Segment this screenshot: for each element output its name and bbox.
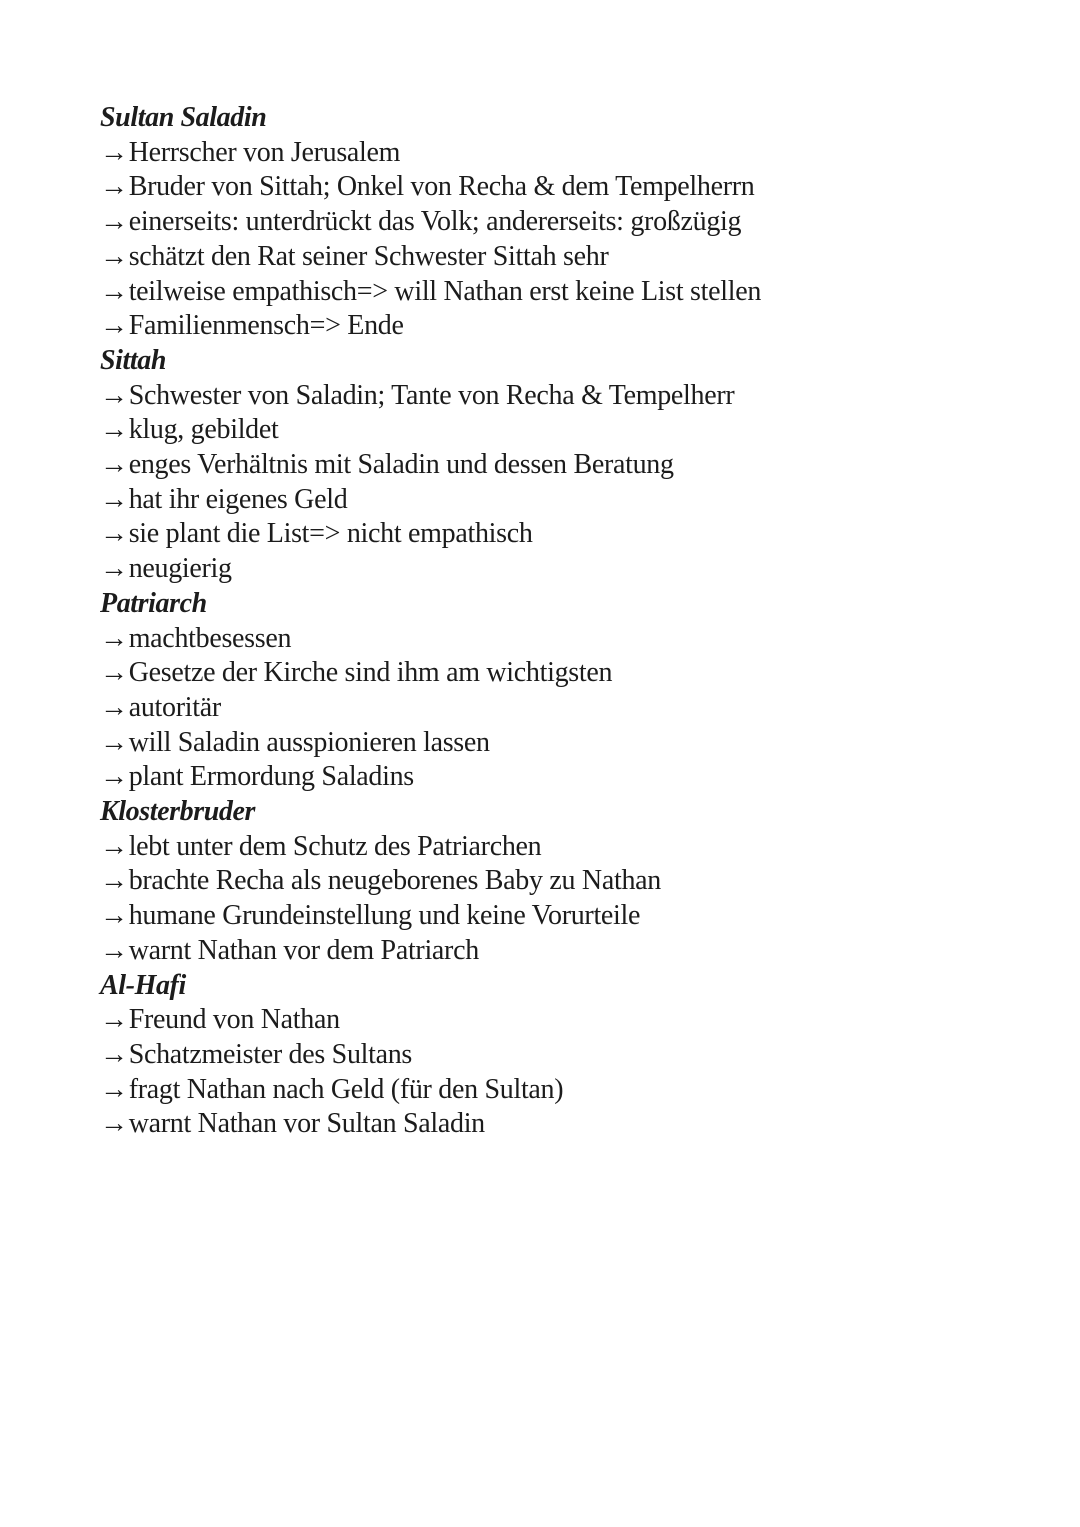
bullet-text: will Saladin ausspionieren lassen [128, 726, 490, 758]
arrow-right-icon: → [100, 518, 128, 550]
arrow-right-icon: → [100, 865, 128, 897]
bullet-line [100, 517, 1020, 552]
arrow-right-icon: → [100, 830, 128, 862]
bullet-line [100, 830, 1020, 865]
bullet-text: brachte Recha als neugeborenes Baby zu Nathan [128, 865, 661, 897]
bullet-text: Schwester von Saladin; Tante von Recha & Tempelherr [128, 379, 735, 411]
arrow-right-icon: → [100, 483, 128, 515]
bullet-text: fragt Nathan nach Geld (für den Sultan) [128, 1073, 564, 1105]
bullet-line [100, 1073, 1020, 1108]
arrow-right-icon: → [100, 1108, 128, 1140]
bullet-text: Gesetze der Kirche sind ihm am wichtigsten [128, 657, 613, 689]
bullet-text: warnt Nathan vor dem Patriarch [128, 934, 479, 966]
character-section [100, 969, 1020, 1143]
arrow-right-icon: → [100, 553, 128, 585]
arrow-right-icon: → [100, 240, 128, 272]
arrow-right-icon: → [100, 136, 128, 168]
bullet-line [100, 483, 1020, 518]
bullet-line [100, 899, 1020, 934]
character-section [100, 587, 1020, 795]
character-notes [100, 101, 1020, 1142]
bullet-text: machtbesessen [128, 622, 292, 654]
arrow-right-icon: → [100, 1038, 128, 1070]
bullet-line [100, 275, 1020, 310]
arrow-right-icon: → [100, 657, 128, 689]
bullet-text: hat ihr eigenes Geld [128, 483, 348, 515]
bullet-text: autoritär [128, 691, 221, 723]
bullet-line [100, 1038, 1020, 1073]
arrow-right-icon: → [100, 414, 128, 446]
character-section [100, 101, 1020, 344]
bullet-line [100, 1107, 1020, 1142]
arrow-right-icon: → [100, 934, 128, 966]
bullet-text: Familienmensch=> Ende [128, 310, 404, 342]
bullet-text: sie plant die List=> nicht empathisch [128, 518, 533, 550]
bullet-text: teilweise empathisch=> will Nathan erst keine List stellen [128, 275, 762, 307]
bullet-text: enges Verhältnis mit Saladin und dessen Beratung [128, 449, 674, 481]
bullet-line [100, 656, 1020, 691]
arrow-right-icon: → [100, 449, 128, 481]
bullet-text: Bruder von Sittah; Onkel von Recha & dem Tempelherrn [128, 171, 755, 203]
character-section [100, 344, 1020, 587]
arrow-right-icon: → [100, 1004, 128, 1036]
bullet-text: humane Grundeinstellung und keine Vorurteile [128, 900, 641, 932]
bullet-text: Herrscher von Jerusalem [128, 136, 401, 168]
character-name: Klosterbruder [100, 796, 256, 828]
arrow-right-icon: → [100, 379, 128, 411]
bullet-line [100, 205, 1020, 240]
bullet-text: lebt unter dem Schutz des Patriarchen [128, 830, 542, 862]
bullet-line [100, 448, 1020, 483]
arrow-right-icon: → [100, 691, 128, 723]
arrow-right-icon: → [100, 1073, 128, 1105]
arrow-right-icon: → [100, 622, 128, 654]
bullet-line [100, 379, 1020, 414]
bullet-line [100, 240, 1020, 275]
arrow-right-icon: → [100, 761, 128, 793]
bullet-text: warnt Nathan vor Sultan Saladin [128, 1108, 485, 1140]
bullet-line [100, 309, 1020, 344]
character-section [100, 795, 1020, 969]
bullet-text: Schatzmeister des Sultans [128, 1038, 413, 1070]
bullet-text: schätzt den Rat seiner Schwester Sittah sehr [128, 240, 609, 272]
bullet-line [100, 136, 1020, 171]
arrow-right-icon: → [100, 726, 128, 758]
character-name: Sittah [100, 344, 167, 376]
character-name: Sultan Saladin [100, 102, 267, 133]
bullet-line [100, 934, 1020, 969]
bullet-line [100, 691, 1020, 726]
bullet-line [100, 726, 1020, 761]
bullet-text: Freund von Nathan [128, 1004, 340, 1036]
bullet-text: neugierig [128, 553, 232, 585]
bullet-line [100, 552, 1020, 587]
bullet-text: einerseits: unterdrückt das Volk; andererseits: großzügig [128, 206, 742, 238]
bullet-line [100, 864, 1020, 899]
arrow-right-icon: → [100, 206, 128, 238]
arrow-right-icon: → [100, 171, 128, 203]
bullet-line [100, 413, 1020, 448]
character-name: Patriarch [100, 587, 207, 619]
character-name: Al-Hafi [100, 969, 186, 1001]
bullet-line [100, 622, 1020, 657]
arrow-right-icon: → [100, 275, 128, 307]
bullet-line [100, 1003, 1020, 1038]
bullet-text: klug, gebildet [128, 414, 279, 446]
bullet-line [100, 170, 1020, 205]
bullet-text: plant Ermordung Saladins [128, 761, 414, 793]
arrow-right-icon: → [100, 310, 128, 342]
arrow-right-icon: → [100, 900, 128, 932]
bullet-line [100, 760, 1020, 795]
